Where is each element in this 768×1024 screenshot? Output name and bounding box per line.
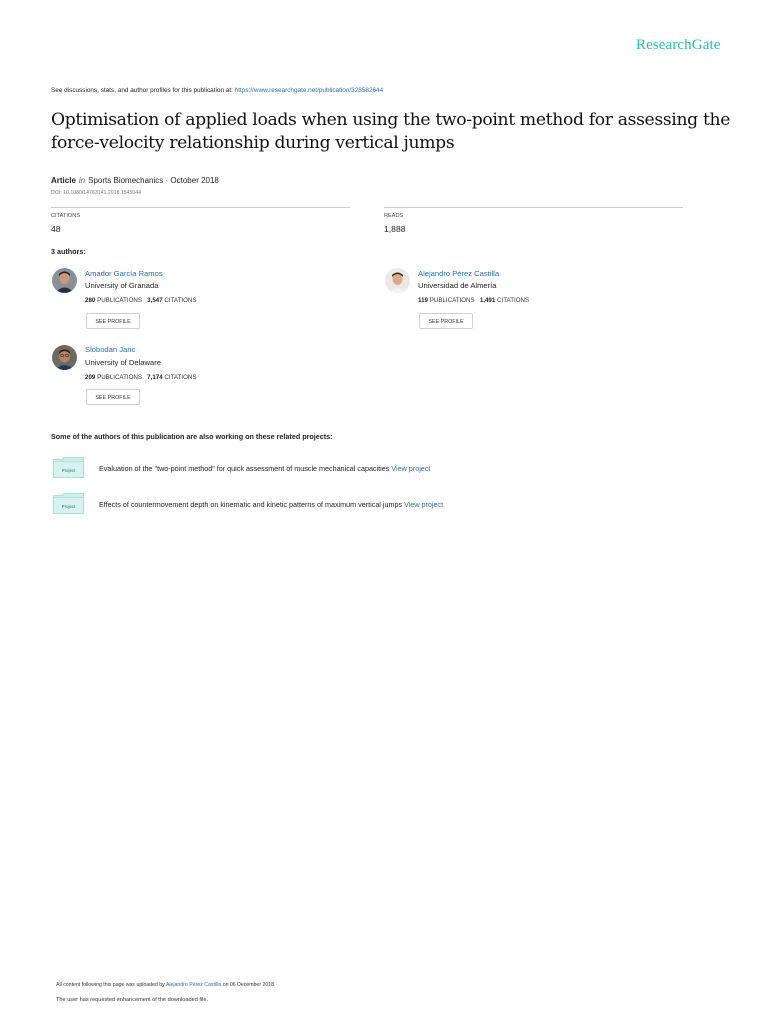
citations-divider (51, 207, 350, 208)
researchgate-logo[interactable]: ResearchGate (636, 37, 721, 53)
in-word: in (78, 176, 86, 185)
author-citations-label: CITATIONS (497, 297, 530, 304)
upload-prefix: All content following this page was uploaded by (56, 982, 166, 988)
project-folder-icon[interactable] (53, 493, 84, 514)
author-institution: University of Granada (85, 281, 159, 290)
uploader-link[interactable]: Alejandro Pérez Castilla (165, 982, 222, 988)
author-citations-count: 3,547 (147, 297, 163, 304)
author-stats (85, 374, 196, 381)
author-citations-count: 7,174 (147, 374, 163, 381)
author-stats (418, 297, 529, 304)
author-avatar[interactable] (52, 268, 77, 293)
citations-value: 48 (51, 224, 61, 234)
see-profile-button[interactable]: SEE PROFILE (86, 389, 140, 405)
publication-meta (51, 176, 219, 185)
publication-url-link[interactable]: https://www.researchgate.net/publication/328582644 (234, 87, 384, 94)
author-publications-label: PUBLICATIONS (429, 297, 475, 304)
author-citations-label: CITATIONS (164, 297, 197, 304)
view-project-link[interactable]: View project (404, 500, 444, 509)
author-publications-label: PUBLICATIONS (97, 297, 142, 304)
publication-title: Optimisation of applied loads when using the two-point method for assessing the force-velocity relationship during vertical jumps (51, 110, 731, 153)
upload-suffix: on 06 December 2018. (221, 982, 276, 988)
author-publications-count: 280 (85, 297, 96, 304)
reads-label: READS (384, 213, 404, 219)
project-folder-icon[interactable] (53, 457, 84, 478)
see-profile-button[interactable]: SEE PROFILE (419, 313, 473, 329)
author-publications-count: 119 (418, 297, 428, 304)
see-profile-button[interactable]: SEE PROFILE (86, 313, 140, 329)
author-institution: University of Delaware (85, 358, 161, 367)
citations-label: CITATIONS (51, 213, 81, 219)
author-citations-label: CITATIONS (164, 374, 197, 381)
author-stats (85, 297, 196, 304)
author-name[interactable]: Alejandro Pérez Castilla (418, 269, 500, 278)
author-avatar[interactable] (52, 345, 77, 370)
project-item (99, 500, 443, 509)
publication-type: Article (51, 176, 76, 185)
enhancement-note: The user has requested enhancement of the downloaded file. (56, 997, 209, 1003)
reads-divider (384, 207, 683, 208)
project-icon-label: Project (61, 504, 76, 509)
publication-doi: DOI: 10.1080/14763141.2018.1545044 (51, 190, 141, 196)
authors-heading: 3 authors: (51, 247, 86, 256)
projects-heading: Some of the authors of this publication are also working on these related projects: (51, 432, 333, 441)
journal-date: Sports Biomechanics · October 2018 (88, 176, 219, 185)
author-citations-count: 1,491 (479, 297, 496, 304)
author-publications-count: 209 (85, 374, 96, 381)
project-title: Effects of countermovement depth on kinematic and kinetic patterns of maximum vertical jumps (99, 500, 405, 509)
project-item (99, 464, 430, 473)
discussion-line (51, 87, 383, 94)
view-project-link[interactable]: View project (391, 464, 431, 473)
project-icon-label: Project (61, 468, 76, 473)
project-title: Evaluation of the "two-point method" for quick assessment of muscle mechanical capacities (99, 464, 392, 473)
discussion-prefix: See discussions, stats, and author profiles for this publication at: (51, 87, 235, 94)
author-institution: Universidad de Almería (418, 281, 497, 290)
author-publications-label: PUBLICATIONS (97, 374, 142, 381)
reads-value: 1,888 (384, 224, 406, 234)
author-avatar[interactable] (385, 268, 410, 293)
upload-note (56, 982, 275, 988)
author-name[interactable]: Slobodan Jaric (85, 345, 136, 354)
author-name[interactable]: Amador García Ramos (85, 269, 163, 278)
